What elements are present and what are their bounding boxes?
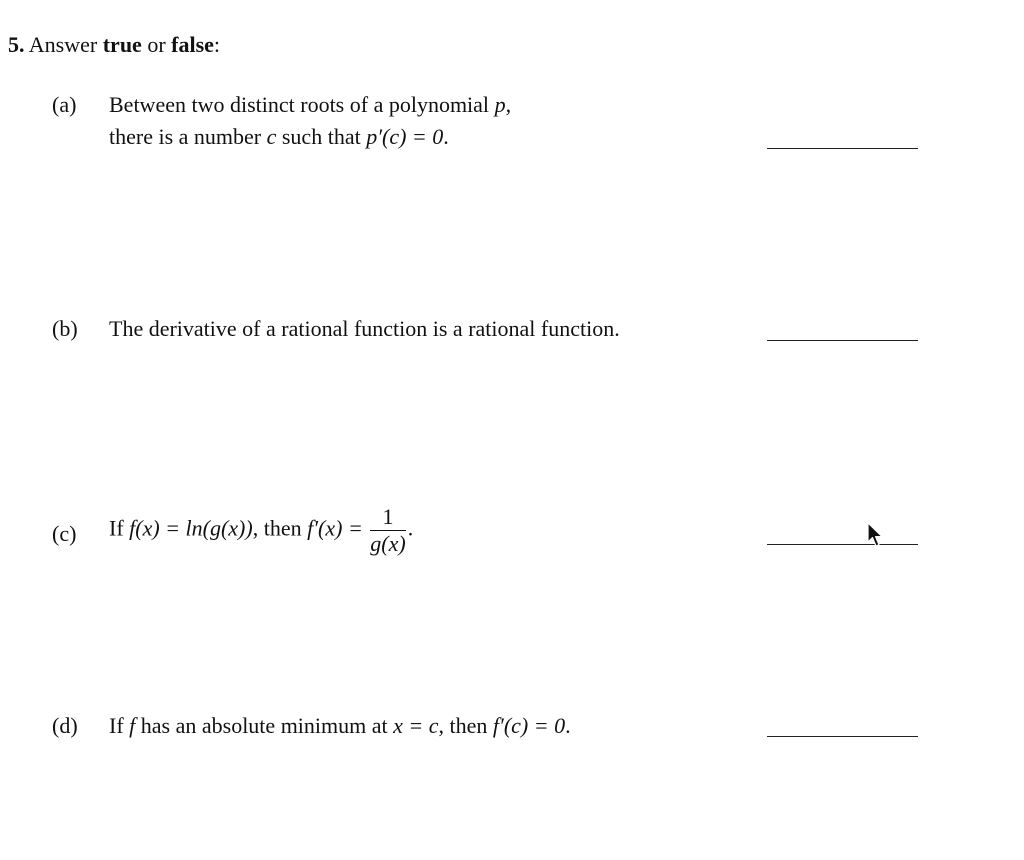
part-d-var-f: f <box>129 713 136 738</box>
part-a-var-p: p <box>494 92 506 117</box>
part-c-then: , then <box>252 515 308 541</box>
answer-line-c[interactable] <box>767 544 918 545</box>
part-d-label: (d) <box>52 713 78 738</box>
part-c-statement <box>109 505 413 556</box>
part-d-end: . <box>565 713 571 738</box>
part-a-line2-text1: there is a number <box>109 124 267 149</box>
question-joiner: or <box>147 32 166 57</box>
part-c-math2: f′(x) = <box>307 515 363 541</box>
part-d-statement <box>109 713 571 739</box>
part-a-math: p′(c) = 0 <box>366 124 444 149</box>
part-c-label: (c) <box>52 521 77 546</box>
word-false: false <box>171 32 214 57</box>
part-a-label: (a) <box>52 92 77 117</box>
part-c-math1: f(x) = ln(g(x)) <box>129 515 253 541</box>
part-d-math2: f′(c) = 0 <box>492 713 566 738</box>
part-a-line1-end: , <box>505 92 512 117</box>
answer-line-a[interactable] <box>767 148 918 149</box>
part-d-text1: has an absolute minimum at <box>135 713 394 738</box>
part-c-fraction-numerator: 1 <box>382 504 394 529</box>
answer-line-d[interactable] <box>767 736 918 737</box>
mouse-pointer-icon <box>866 522 884 548</box>
question-colon: : <box>213 32 221 57</box>
question-number: 5. <box>8 32 25 57</box>
part-d-then: , then <box>438 713 493 738</box>
part-b-label: (b) <box>52 316 78 341</box>
question-header <box>8 32 220 58</box>
part-b-text: The derivative of a rational function is a rational function. <box>109 316 620 341</box>
part-d-math1: x = c <box>393 713 439 738</box>
part-a-line2 <box>109 124 449 150</box>
answer-line-b[interactable] <box>767 340 918 341</box>
part-a-line2-end: . <box>443 124 449 149</box>
part-c-end: . <box>407 515 414 541</box>
part-a-line1-text: Between two distinct roots of a polynomial <box>109 92 495 117</box>
word-true: true <box>102 32 142 57</box>
part-d-if: If <box>109 713 130 738</box>
part-a-line2-text2: such that <box>276 124 367 149</box>
part-c-if: If <box>109 515 130 541</box>
question-lead: Answer <box>28 32 98 57</box>
part-a-line1 <box>109 92 511 118</box>
part-a-var-c: c <box>266 124 277 149</box>
part-c-fraction <box>370 505 405 556</box>
part-c-fraction-denominator: g(x) <box>370 531 406 556</box>
